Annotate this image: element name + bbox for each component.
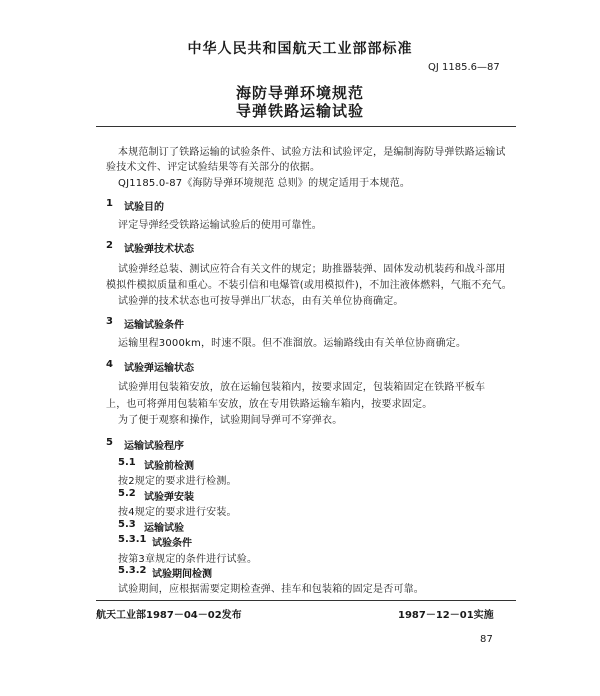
subsection-text: 按2规定的要求进行检测。 [118, 476, 237, 487]
title-divider [96, 126, 516, 127]
subsection-heading: 试验条件 [152, 538, 192, 549]
standard-code: QJ 1185.6—87 [428, 62, 500, 73]
section-line: 模拟件模拟质量和重心。不装引信和电爆管(或用模拟件)，不加注液体燃料，气瓶不充气。 [106, 280, 513, 291]
subsection-number: 5.2 [118, 488, 136, 499]
section-heading: 试验弹技术状态 [124, 244, 194, 255]
subsection-number: 5.1 [118, 457, 136, 468]
subsection-text: 按4规定的要求进行安装。 [118, 507, 237, 518]
subsection-heading: 试验期间检测 [152, 569, 212, 580]
section-heading: 运输试验程序 [124, 441, 184, 452]
section-number: 5 [106, 437, 113, 448]
section-number: 3 [106, 316, 113, 327]
subsection-text: 按第3章规定的条件进行试验。 [118, 554, 258, 565]
subsection-heading: 运输试验 [144, 523, 184, 534]
section-line: 运输里程3000km，时速不限。但不准溜放。运输路线由有关单位协商确定。 [118, 338, 467, 349]
issue-date: 航天工业部1987－04－02发布 [96, 610, 242, 621]
document-title-line2: 导弹铁路运输试验 [235, 102, 364, 120]
section-line: 试验弹经总装、测试应符合有关文件的规定；助推器装弹、固体发动机装药和战斗部用 [118, 264, 506, 275]
page-number: 87 [480, 634, 494, 645]
section-heading: 运输试验条件 [124, 320, 184, 331]
subsection-number: 5.3 [118, 519, 136, 530]
subsection-number: 5.3.1 [118, 534, 147, 545]
intro-paragraph-line: QJ1185.0-87《海防导弹环境规范 总则》的规定适用于本规范。 [118, 178, 411, 189]
section-line: 试验弹的技术状态也可按导弹出厂状态，由有关单位协商确定。 [118, 296, 404, 307]
issuing-authority-header: 中华人民共和国航天工业部部标准 [187, 41, 413, 57]
section-heading: 试验目的 [124, 202, 164, 213]
intro-paragraph-line: 验技术文件、评定试验结果等有关部分的依据。 [106, 162, 321, 173]
intro-paragraph-line: 本规范制订了铁路运输的试验条件、试验方法和试验评定，是编制海防导弹铁路运输试 [118, 147, 506, 158]
subsection-heading: 试验前检测 [144, 461, 194, 472]
subsection-heading: 试验弹安装 [144, 492, 194, 503]
subsection-number: 5.3.2 [118, 565, 147, 576]
section-number: 4 [106, 359, 113, 370]
section-heading: 试验弹运输状态 [124, 363, 194, 374]
section-number: 1 [106, 198, 113, 209]
section-line: 试验弹用包装箱安放，放在运输包装箱内，按要求固定，包装箱固定在铁路平板车 [118, 382, 486, 393]
document-title-line1: 海防导弹环境规范 [235, 84, 364, 102]
section-line: 为了便于观察和操作，试验期间导弹可不穿弹衣。 [118, 415, 343, 426]
section-line: 上，也可将弹用包装箱车安放，放在专用铁路运输车箱内，按要求固定。 [106, 399, 433, 410]
section-line: 评定导弹经受铁路运输试验后的使用可靠性。 [118, 220, 322, 231]
subsection-text: 试验期间，应根据需要定期检查弹、挂车和包装箱的固定是否可靠。 [118, 584, 424, 595]
section-number: 2 [106, 240, 113, 251]
footer-divider [96, 600, 516, 601]
effective-date: 1987－12－01实施 [398, 610, 494, 621]
